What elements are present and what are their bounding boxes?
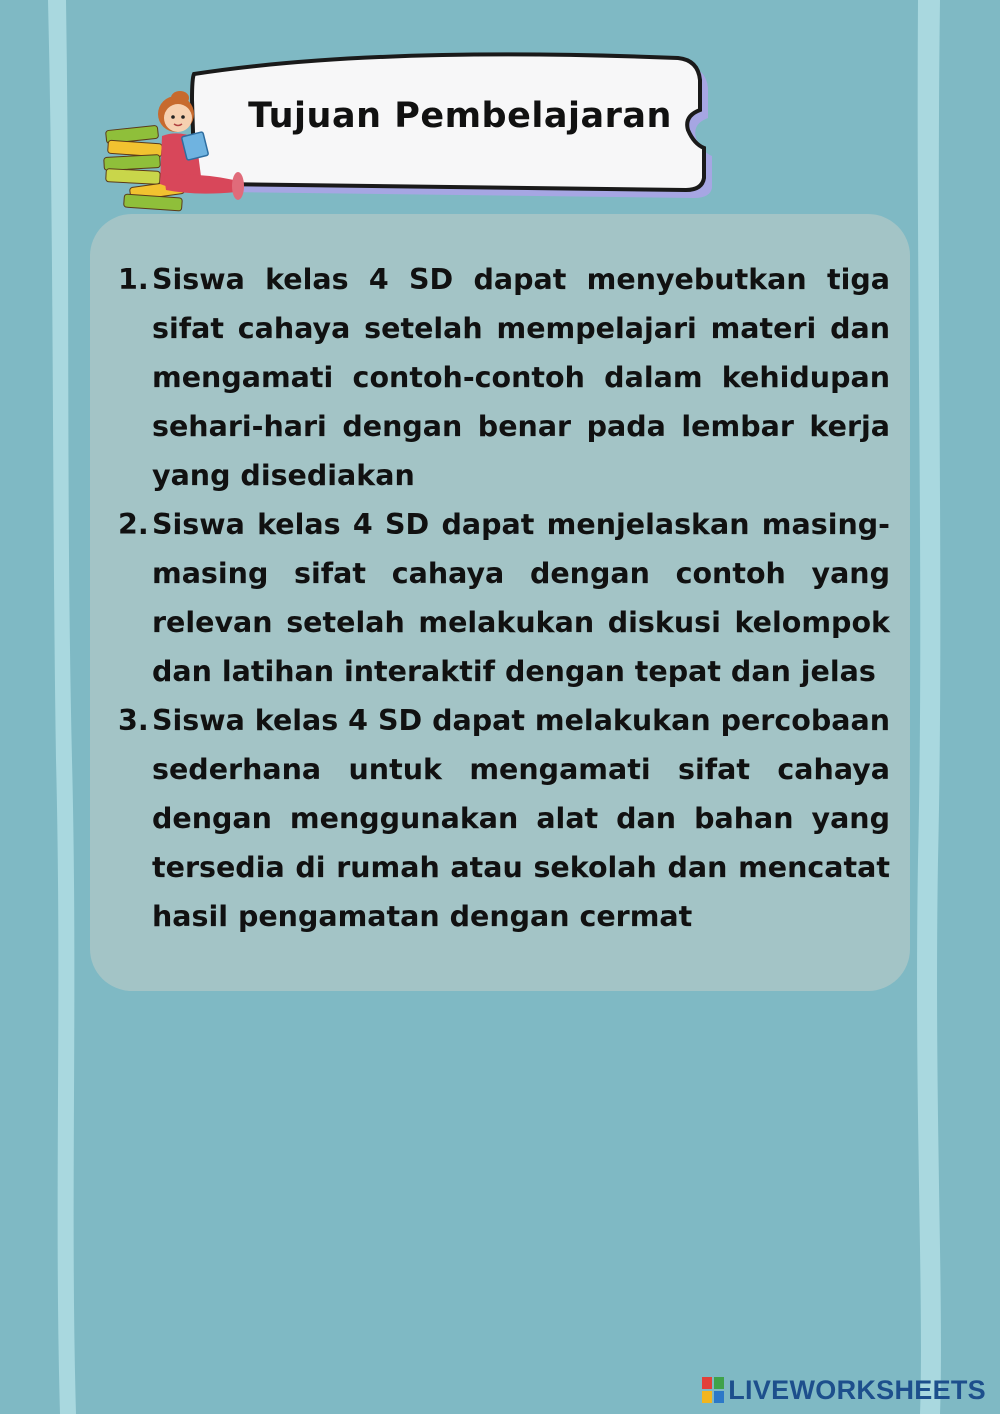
objective-text: Siswa kelas 4 SD dapat melakukan percobaan sederhana untuk mengamati sifat cahaya dengan menggunakan alat dan bahan yang tersedia di rumah atau sekolah dan mencatat hasil pengamatan dengan cermat [152,704,890,933]
girl-reading-books-illustration [100,88,250,216]
liveworksheets-logo-icon [702,1377,724,1403]
objective-item [118,255,890,500]
girl [158,91,244,200]
objective-number: 3. [118,704,149,737]
brand-name: LIVEWORKSHEETS [728,1374,986,1405]
objective-item [118,500,890,696]
objective-number: 1. [118,263,149,296]
objective-number: 2. [118,508,149,541]
objective-text: Siswa kelas 4 SD dapat menjelaskan masing-masing sifat cahaya dengan contoh yang relevan setelah melakukan diskusi kelompok dan latihan interaktif dengan tepat dan jelas [152,508,890,688]
page-title: Tujuan Pembelajaran [248,96,672,136]
objectives-list [118,255,890,941]
liveworksheets-brand[interactable] [702,1374,986,1406]
objective-text: Siswa kelas 4 SD dapat menyebutkan tiga sifat cahaya setelah mempelajari materi dan mengamati contoh-contoh dalam kehidupan sehari-hari dengan benar pada lembar kerja yang disediakan [152,263,890,492]
objective-item [118,696,890,941]
